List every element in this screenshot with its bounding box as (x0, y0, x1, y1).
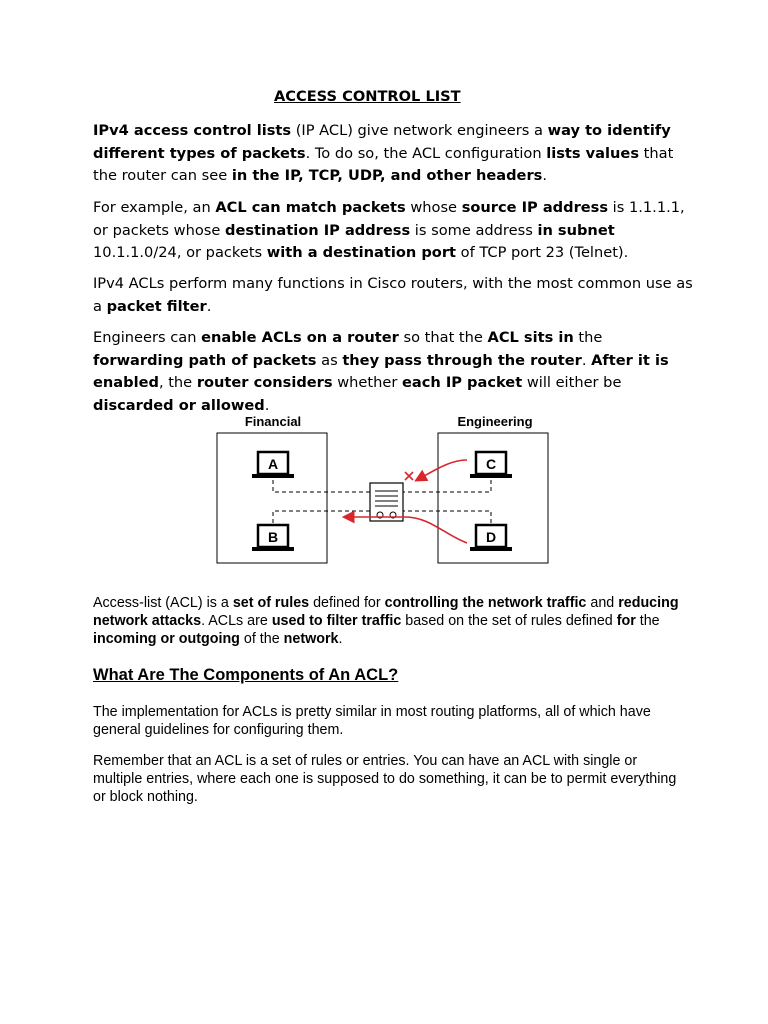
bold-phrase: ACL sits in (487, 329, 574, 346)
svg-text:A: A (267, 456, 279, 472)
text-run: is 1.1.1.1, or packets whose (93, 199, 685, 239)
text-run: . (542, 167, 547, 184)
text-run: . (581, 351, 592, 369)
text-run: as (316, 351, 343, 369)
text-run: the (573, 329, 603, 346)
bold-phrase: network (283, 631, 339, 647)
acl-diagram (205, 405, 563, 585)
svg-text:D: D (485, 529, 497, 545)
text-run: the (635, 613, 660, 629)
text-run: . To do so, the ACL configuration (305, 144, 547, 162)
financial-group-label: Financial (244, 414, 302, 429)
paragraph-ip-acl-intro (93, 120, 693, 188)
document-title: ACCESS CONTROL LIST (274, 88, 461, 105)
bold-phrase: lists values (546, 144, 640, 162)
bold-phrase: forwarding path of packets (93, 351, 317, 369)
paragraph-acl-example (93, 197, 693, 265)
text-run: IPv4 ACLs perform many functions in Cisco routers, with the most common use as a (93, 275, 693, 315)
bold-phrase: packet filter (106, 297, 207, 315)
text-run: so that the (398, 329, 488, 346)
paragraph-rules-entries: Remember that an ACL is a set of rules or entries. You can have an ACL with single or multiple entries, where each one is supposed to do something, it can be to permit everything or block nothing. (93, 753, 677, 805)
text-run: (IP ACL) give network engineers a (291, 122, 548, 139)
text-run: whose (405, 199, 462, 216)
bold-phrase: IPv4 access control lists (93, 122, 292, 139)
svg-text:C: C (485, 456, 497, 472)
text-run: whether (332, 374, 402, 391)
permitted-traffic-arrow (345, 517, 467, 543)
text-run: For example, an (93, 199, 216, 216)
text-run: based on the set of rules defined (401, 613, 617, 629)
text-run: . (264, 396, 270, 414)
text-run: that the router can see (93, 144, 674, 184)
text-run: . ACLs are (201, 613, 272, 629)
host-a-laptop-icon (252, 452, 294, 478)
host-c-laptop-icon (470, 452, 512, 478)
bold-phrase: for (616, 613, 636, 629)
bold-phrase: incoming or outgoing (93, 631, 240, 647)
bold-phrase: destination IP address (225, 221, 411, 239)
paragraph-acl-forwarding (93, 327, 693, 417)
bold-phrase: they pass through the router (342, 351, 582, 369)
bold-phrase: set of rules (232, 595, 310, 611)
bold-phrase: reducing network attacks (93, 595, 679, 629)
text-run: Engineers can (93, 329, 202, 346)
text-run: , the (158, 374, 197, 391)
engineering-group-label: Engineering (457, 414, 533, 429)
paragraph-acl-functions (93, 273, 693, 318)
bold-phrase: in subnet (537, 221, 615, 239)
bold-phrase: used to filter traffic (271, 613, 402, 629)
svg-text:B: B (267, 529, 279, 545)
bold-phrase: ACL can match packets (215, 199, 406, 216)
bold-phrase: in the IP, TCP, UDP, and other headers (231, 167, 543, 184)
text-run: of the (239, 631, 284, 647)
bold-phrase: source IP address (461, 199, 609, 216)
bold-phrase: controlling the network traffic (384, 595, 587, 611)
bold-phrase: each IP packet (401, 374, 523, 391)
bold-phrase: After it is enabled (93, 351, 669, 391)
text-run: will either be (522, 374, 622, 391)
section-heading-components: What Are The Components of An ACL? (93, 666, 399, 684)
bold-phrase: enable ACLs on a router (201, 329, 399, 346)
paragraph-implementation: The implementation for ACLs is pretty similar in most routing platforms, all of which have general guidelines for configuring them. (93, 704, 651, 738)
text-run: Access-list (ACL) is a (93, 595, 233, 611)
bold-phrase: with a destination port (266, 244, 457, 261)
text-run: defined for (309, 595, 385, 611)
text-run: of TCP port 23 (Telnet). (456, 244, 629, 261)
text-run: and (586, 595, 619, 611)
text-run: . (338, 631, 343, 647)
host-b-laptop-icon (252, 525, 294, 551)
bold-phrase: router considers (196, 374, 333, 391)
bold-phrase: way to identify different types of packets (93, 122, 671, 162)
text-run: is some address (410, 221, 538, 239)
blocked-traffic-arrow (417, 460, 467, 480)
host-d-laptop-icon (470, 525, 512, 551)
text-run: . (206, 297, 212, 315)
blocked-x-icon (405, 472, 413, 480)
router-acl-icon (370, 483, 403, 521)
paragraph-acl-definition (93, 594, 683, 648)
bold-phrase: discarded or allowed (93, 396, 265, 414)
text-run: 10.1.1.0/24, or packets (93, 244, 267, 261)
